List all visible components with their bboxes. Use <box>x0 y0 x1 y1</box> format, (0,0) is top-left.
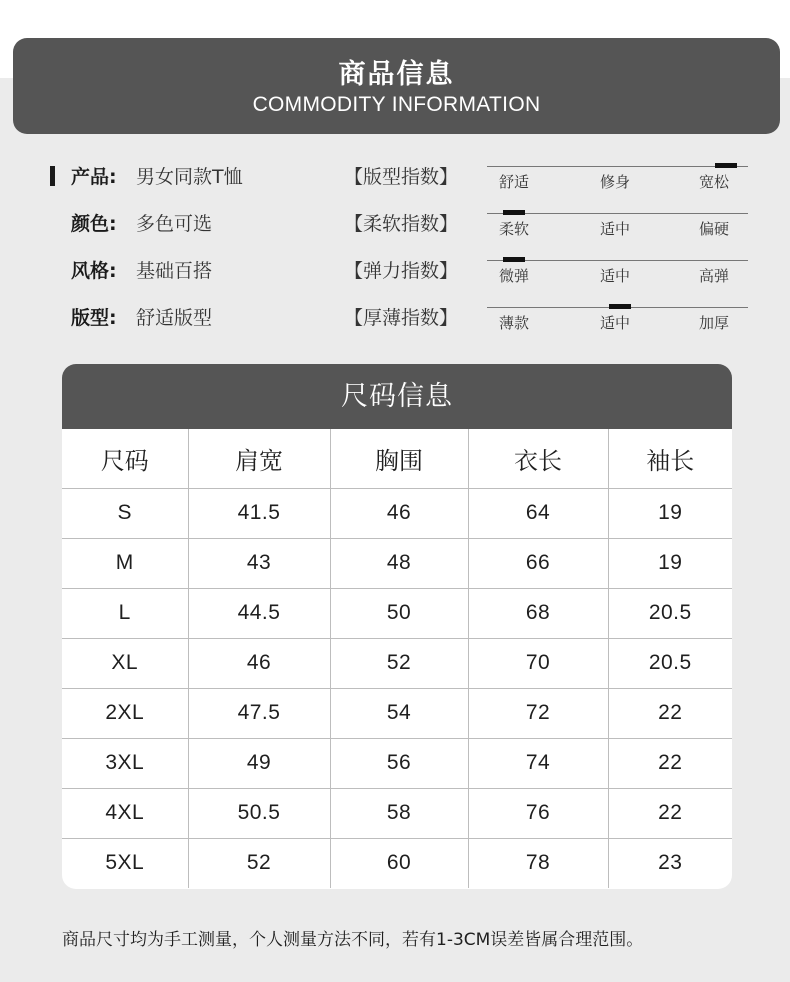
table-cell: S <box>62 488 188 538</box>
commodity-info-banner <box>13 38 780 134</box>
info-value: 多色可选 <box>136 213 213 235</box>
info-key: 颜色: <box>71 213 117 235</box>
table-cell: 54 <box>330 688 468 738</box>
table-cell: 47.5 <box>188 688 330 738</box>
scale-label: 偏硬 <box>699 220 730 238</box>
index-scale <box>487 160 748 200</box>
table-cell: 46 <box>330 488 468 538</box>
info-row <box>0 160 790 200</box>
scale-line <box>487 260 748 261</box>
index-label: 【厚薄指数】 <box>344 307 459 329</box>
table-cell: 52 <box>188 838 330 888</box>
table-cell: 41.5 <box>188 488 330 538</box>
table-cell: 43 <box>188 538 330 588</box>
table-cell: 64 <box>468 488 608 538</box>
table-cell: 19 <box>608 488 732 538</box>
info-key: 风格: <box>71 260 117 282</box>
scale-label: 修身 <box>600 173 631 191</box>
banner-subtitle: COMMODITY INFORMATION <box>252 93 541 116</box>
scale-indicator <box>503 257 525 262</box>
scale-label: 舒适 <box>499 173 530 191</box>
table-cell: 50.5 <box>188 788 330 838</box>
table-cell: 70 <box>468 638 608 688</box>
banner-title: 商品信息 <box>338 59 455 90</box>
scale-label: 柔软 <box>499 220 530 238</box>
table-row <box>62 488 732 538</box>
table-cell: 76 <box>468 788 608 838</box>
scale-line <box>487 166 748 167</box>
table-row <box>62 688 732 738</box>
table-cell: 50 <box>330 588 468 638</box>
info-row <box>0 254 790 294</box>
info-value: 舒适版型 <box>136 307 213 329</box>
info-key: 产品: <box>71 166 117 188</box>
scale-line <box>487 213 748 214</box>
info-row <box>0 207 790 247</box>
table-row <box>62 638 732 688</box>
measurement-note: 商品尺寸均为手工测量，个人测量方法不同，若有1-3CM误差皆属合理范围。 <box>62 930 644 950</box>
table-cell: 66 <box>468 538 608 588</box>
info-row <box>0 301 790 341</box>
column-header: 肩宽 <box>188 429 330 488</box>
table-cell: 60 <box>330 838 468 888</box>
scale-indicator <box>503 210 525 215</box>
scale-label: 适中 <box>600 267 631 285</box>
table-row <box>62 588 732 638</box>
column-header: 衣长 <box>468 429 608 488</box>
scale-label: 加厚 <box>699 314 730 332</box>
info-key: 版型: <box>71 307 117 329</box>
table-cell: 20.5 <box>608 638 732 688</box>
column-header: 袖长 <box>608 429 732 488</box>
size-info-title: 尺码信息 <box>62 364 732 429</box>
size-table-header-row <box>62 429 732 488</box>
table-cell: 22 <box>608 738 732 788</box>
table-row <box>62 738 732 788</box>
table-cell: 48 <box>330 538 468 588</box>
table-cell: 52 <box>330 638 468 688</box>
scale-label: 高弹 <box>699 267 730 285</box>
scale-indicator <box>715 163 737 168</box>
index-scale <box>487 254 748 294</box>
table-cell: L <box>62 588 188 638</box>
table-cell: 56 <box>330 738 468 788</box>
index-scale <box>487 301 748 341</box>
index-label: 【版型指数】 <box>344 166 459 188</box>
table-cell: 2XL <box>62 688 188 738</box>
info-value: 基础百搭 <box>136 260 213 282</box>
info-value: 男女同款T恤 <box>136 166 243 188</box>
scale-label: 适中 <box>600 220 631 238</box>
table-cell: 22 <box>608 688 732 738</box>
table-cell: 4XL <box>62 788 188 838</box>
table-cell: 78 <box>468 838 608 888</box>
table-cell: 3XL <box>62 738 188 788</box>
table-cell: 5XL <box>62 838 188 888</box>
index-label: 【柔软指数】 <box>344 213 459 235</box>
table-cell: 72 <box>468 688 608 738</box>
table-cell: 22 <box>608 788 732 838</box>
size-table <box>62 429 732 888</box>
size-info-card <box>62 364 732 889</box>
table-cell: 46 <box>188 638 330 688</box>
table-cell: 19 <box>608 538 732 588</box>
table-row <box>62 838 732 888</box>
table-row <box>62 538 732 588</box>
index-scale <box>487 207 748 247</box>
scale-label: 微弹 <box>499 267 530 285</box>
column-header: 尺码 <box>62 429 188 488</box>
table-cell: 74 <box>468 738 608 788</box>
size-table-body <box>62 488 732 888</box>
scale-label: 适中 <box>600 314 631 332</box>
table-row <box>62 788 732 838</box>
table-cell: 20.5 <box>608 588 732 638</box>
table-cell: 44.5 <box>188 588 330 638</box>
table-cell: XL <box>62 638 188 688</box>
scale-indicator <box>609 304 631 309</box>
section-marker <box>50 166 55 186</box>
table-cell: 23 <box>658 851 683 875</box>
table-cell: 58 <box>330 788 468 838</box>
scale-label: 宽松 <box>699 173 730 191</box>
scale-label: 薄款 <box>499 314 530 332</box>
table-cell: 68 <box>468 588 608 638</box>
index-label: 【弹力指数】 <box>344 260 459 282</box>
table-cell: M <box>62 538 188 588</box>
table-cell: 49 <box>188 738 330 788</box>
column-header: 胸围 <box>330 429 468 488</box>
